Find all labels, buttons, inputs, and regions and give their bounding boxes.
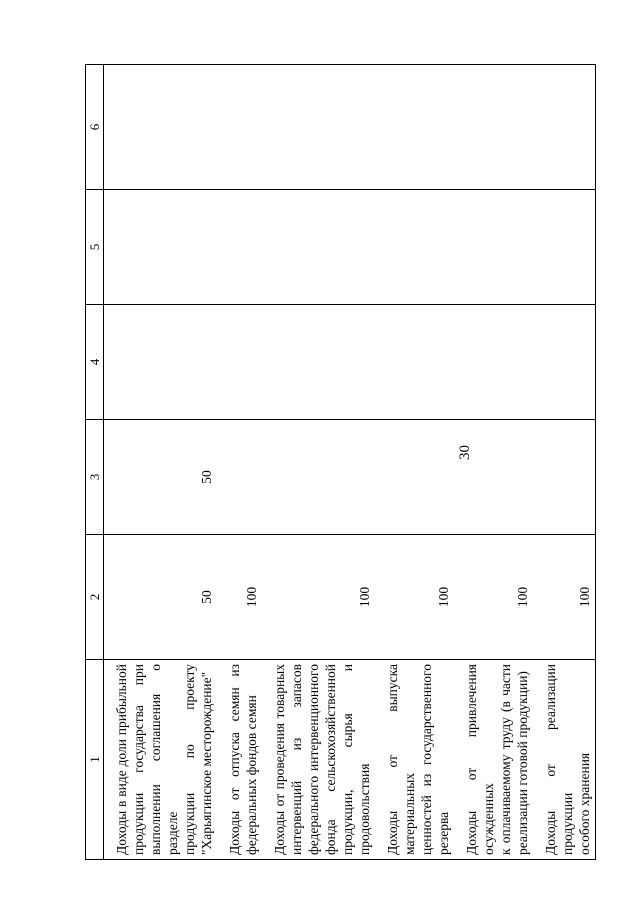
description-line: "Харьягинское месторождение" xyxy=(199,671,214,855)
revenue-description xyxy=(454,660,533,860)
value-cell-c5 xyxy=(533,190,596,305)
value-cell-c5 xyxy=(104,190,218,305)
value-cell-c2: 100 xyxy=(533,535,596,660)
value-cell-c2: 100 xyxy=(375,535,454,660)
value-cell-c4 xyxy=(217,305,262,420)
column-header-5: 5 xyxy=(86,190,104,305)
description-line: особого хранения xyxy=(577,752,592,855)
value-cell-c3: 50 xyxy=(104,420,218,535)
column-header-6: 6 xyxy=(86,65,104,190)
description-line: Доходы от выпуска материальных xyxy=(385,664,417,855)
table-body xyxy=(104,65,596,860)
value-cell-c6 xyxy=(533,65,596,190)
revenue-description xyxy=(104,660,218,860)
value-cell-c4 xyxy=(375,305,454,420)
table-row xyxy=(104,65,218,860)
description-line: Доходы от привлечения осужденных xyxy=(464,664,496,855)
value-cell-c2: 100 xyxy=(454,535,533,660)
value-cell-c3 xyxy=(217,420,262,535)
revenue-description xyxy=(262,660,375,860)
value-cell-c6 xyxy=(454,65,533,190)
value-cell-c6 xyxy=(262,65,375,190)
description-line: ценностей из государственного xyxy=(419,664,434,855)
column-header-4: 4 xyxy=(86,305,104,420)
value-cell-c6 xyxy=(375,65,454,190)
value-cell-c2: 100 xyxy=(217,535,262,660)
description-line: продукции государства при xyxy=(131,664,146,855)
value-cell-c3 xyxy=(375,420,454,535)
value-cell-c5 xyxy=(454,190,533,305)
value-cell-c4 xyxy=(262,305,375,420)
revenue-description xyxy=(217,660,262,860)
value-cell-c6 xyxy=(217,65,262,190)
table-header-row xyxy=(86,65,104,860)
value-cell-c2: 100 xyxy=(262,535,375,660)
description-line: федерального интервенционного xyxy=(306,664,321,855)
description-line: резерва xyxy=(436,811,451,855)
table-row xyxy=(454,65,533,860)
value-cell-c3 xyxy=(262,420,375,535)
description-line: продукции, сырья и продовольствия xyxy=(340,664,372,855)
table-row xyxy=(375,65,454,860)
table-row xyxy=(217,65,262,860)
description-line: реализации готовой продукции) xyxy=(515,671,530,855)
revenue-description xyxy=(375,660,454,860)
value-cell-c4 xyxy=(104,305,218,420)
column-header-3: 3 xyxy=(86,420,104,535)
column-header-2: 2 xyxy=(86,535,104,660)
description-line: Доходы от проведения товарных xyxy=(272,664,287,855)
value-cell-c2: 50 xyxy=(104,535,218,660)
revenue-table xyxy=(85,64,596,860)
value-cell-c3 xyxy=(533,420,596,535)
description-line: к оплачиваемому труду (в части xyxy=(498,664,513,855)
description-line: Доходы в виде доли прибыльной xyxy=(114,664,129,855)
value-cell-c5 xyxy=(375,190,454,305)
table-row xyxy=(262,65,375,860)
value-cell-c6 xyxy=(104,65,218,190)
description-line: Доходы от реализации продукции xyxy=(543,664,575,855)
description-line: интервенций из запасов xyxy=(289,664,304,855)
value-cell-c5 xyxy=(262,190,375,305)
value-cell-c4 xyxy=(454,305,533,420)
table-row xyxy=(533,65,596,860)
description-line: Доходы от отпуска семян из xyxy=(227,664,242,855)
value-cell-c4 xyxy=(533,305,596,420)
revenue-description xyxy=(533,660,596,860)
description-line: федеральных фондов семян xyxy=(244,695,259,855)
page-number: 30 xyxy=(457,445,473,460)
value-cell-c3 xyxy=(454,420,533,535)
description-line: продукции по проекту xyxy=(182,664,197,855)
description-line: фонда сельскохозяйственной xyxy=(323,664,338,855)
description-line: выполнении соглашения о разделе xyxy=(148,664,180,855)
value-cell-c5 xyxy=(217,190,262,305)
column-header-1: 1 xyxy=(86,660,104,860)
